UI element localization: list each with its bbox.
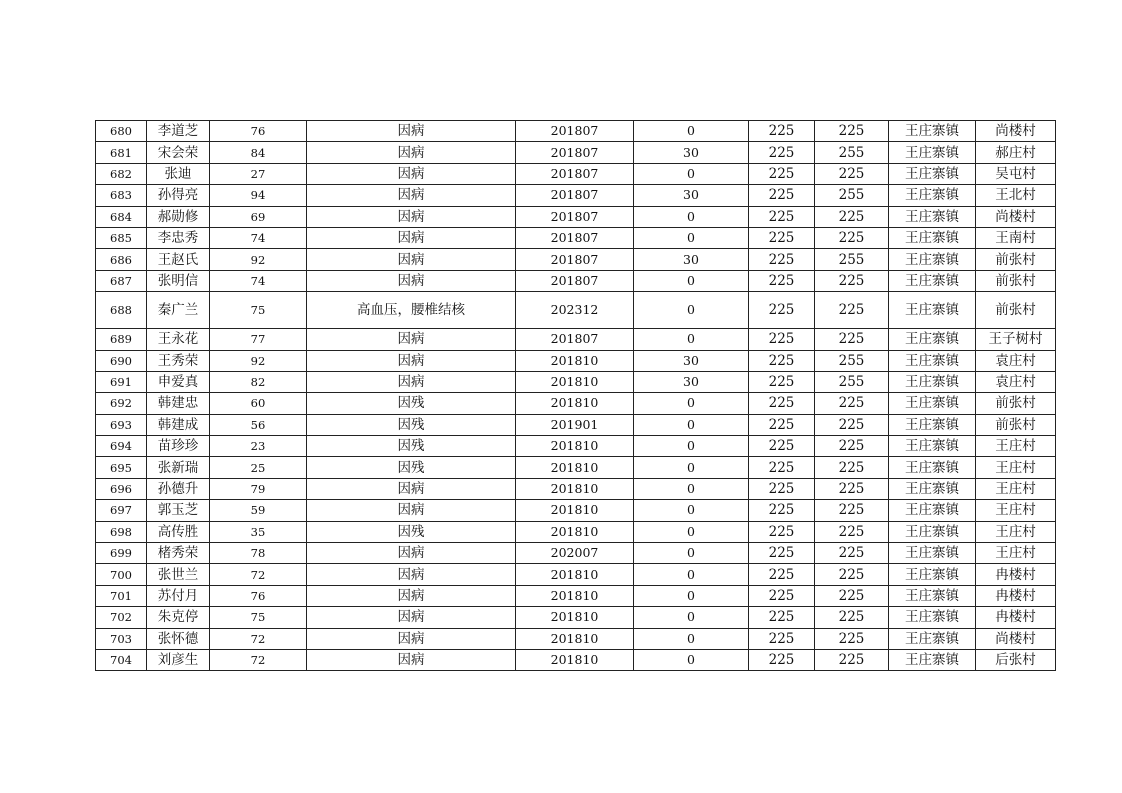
start-date-cell: 201807 bbox=[516, 206, 634, 227]
supplement-amount-cell: 0 bbox=[634, 393, 749, 414]
town-cell: 王庄寨镇 bbox=[889, 270, 976, 291]
name-cell: 张迪 bbox=[147, 163, 210, 184]
base-amount-cell: 225 bbox=[749, 478, 815, 499]
start-date-cell: 201901 bbox=[516, 414, 634, 435]
town-cell: 王庄寨镇 bbox=[889, 500, 976, 521]
total-amount-cell: 225 bbox=[815, 457, 889, 478]
table-row bbox=[96, 521, 1056, 542]
serial-number-cell: 700 bbox=[96, 564, 147, 585]
total-amount-cell: 225 bbox=[815, 121, 889, 142]
reason-cell: 因病 bbox=[307, 478, 516, 499]
name-cell: 郝勋修 bbox=[147, 206, 210, 227]
base-amount-cell: 225 bbox=[749, 436, 815, 457]
start-date-cell: 201810 bbox=[516, 350, 634, 371]
village-cell: 王庄村 bbox=[976, 478, 1056, 499]
serial-number-cell: 689 bbox=[96, 329, 147, 350]
table-row bbox=[96, 628, 1056, 649]
start-date-cell: 201807 bbox=[516, 121, 634, 142]
supplement-amount-cell: 30 bbox=[634, 185, 749, 206]
supplement-amount-cell: 0 bbox=[634, 478, 749, 499]
records-table bbox=[95, 120, 1056, 671]
name-cell: 李道芝 bbox=[147, 121, 210, 142]
town-cell: 王庄寨镇 bbox=[889, 249, 976, 270]
start-date-cell: 201810 bbox=[516, 649, 634, 670]
serial-number-cell: 692 bbox=[96, 393, 147, 414]
total-amount-cell: 225 bbox=[815, 270, 889, 291]
reason-cell: 因病 bbox=[307, 350, 516, 371]
table-row bbox=[96, 329, 1056, 350]
table-row bbox=[96, 142, 1056, 163]
table-row bbox=[96, 607, 1056, 628]
serial-number-cell: 687 bbox=[96, 270, 147, 291]
base-amount-cell: 225 bbox=[749, 649, 815, 670]
village-cell: 王南村 bbox=[976, 227, 1056, 248]
start-date-cell: 201810 bbox=[516, 521, 634, 542]
start-date-cell: 201807 bbox=[516, 163, 634, 184]
name-cell: 秦广兰 bbox=[147, 292, 210, 329]
serial-number-cell: 701 bbox=[96, 585, 147, 606]
total-amount-cell: 225 bbox=[815, 543, 889, 564]
total-amount-cell: 225 bbox=[815, 414, 889, 435]
serial-number-cell: 693 bbox=[96, 414, 147, 435]
base-amount-cell: 225 bbox=[749, 543, 815, 564]
town-cell: 王庄寨镇 bbox=[889, 206, 976, 227]
total-amount-cell: 225 bbox=[815, 206, 889, 227]
village-cell: 袁庄村 bbox=[976, 350, 1056, 371]
total-amount-cell: 255 bbox=[815, 142, 889, 163]
reason-cell: 因病 bbox=[307, 270, 516, 291]
base-amount-cell: 225 bbox=[749, 206, 815, 227]
age-cell: 35 bbox=[210, 521, 307, 542]
base-amount-cell: 225 bbox=[749, 163, 815, 184]
village-cell: 尚楼村 bbox=[976, 121, 1056, 142]
reason-cell: 因病 bbox=[307, 543, 516, 564]
name-cell: 张怀德 bbox=[147, 628, 210, 649]
reason-cell: 因病 bbox=[307, 185, 516, 206]
table-row bbox=[96, 371, 1056, 392]
age-cell: 77 bbox=[210, 329, 307, 350]
reason-cell: 因病 bbox=[307, 607, 516, 628]
town-cell: 王庄寨镇 bbox=[889, 163, 976, 184]
supplement-amount-cell: 0 bbox=[634, 500, 749, 521]
records-table-body bbox=[96, 121, 1056, 671]
total-amount-cell: 255 bbox=[815, 350, 889, 371]
town-cell: 王庄寨镇 bbox=[889, 585, 976, 606]
supplement-amount-cell: 0 bbox=[634, 270, 749, 291]
name-cell: 韩建忠 bbox=[147, 393, 210, 414]
base-amount-cell: 225 bbox=[749, 457, 815, 478]
town-cell: 王庄寨镇 bbox=[889, 185, 976, 206]
age-cell: 82 bbox=[210, 371, 307, 392]
total-amount-cell: 225 bbox=[815, 329, 889, 350]
town-cell: 王庄寨镇 bbox=[889, 457, 976, 478]
village-cell: 王庄村 bbox=[976, 457, 1056, 478]
start-date-cell: 201807 bbox=[516, 329, 634, 350]
base-amount-cell: 225 bbox=[749, 227, 815, 248]
table-row bbox=[96, 564, 1056, 585]
village-cell: 王子树村 bbox=[976, 329, 1056, 350]
table-row bbox=[96, 292, 1056, 329]
village-cell: 冉楼村 bbox=[976, 607, 1056, 628]
name-cell: 张世兰 bbox=[147, 564, 210, 585]
serial-number-cell: 704 bbox=[96, 649, 147, 670]
table-row bbox=[96, 227, 1056, 248]
name-cell: 高传胜 bbox=[147, 521, 210, 542]
start-date-cell: 201810 bbox=[516, 436, 634, 457]
age-cell: 27 bbox=[210, 163, 307, 184]
town-cell: 王庄寨镇 bbox=[889, 292, 976, 329]
supplement-amount-cell: 0 bbox=[634, 543, 749, 564]
base-amount-cell: 225 bbox=[749, 585, 815, 606]
age-cell: 94 bbox=[210, 185, 307, 206]
town-cell: 王庄寨镇 bbox=[889, 649, 976, 670]
name-cell: 王永花 bbox=[147, 329, 210, 350]
base-amount-cell: 225 bbox=[749, 270, 815, 291]
supplement-amount-cell: 0 bbox=[634, 628, 749, 649]
town-cell: 王庄寨镇 bbox=[889, 142, 976, 163]
village-cell: 郝庄村 bbox=[976, 142, 1056, 163]
supplement-amount-cell: 0 bbox=[634, 585, 749, 606]
village-cell: 冉楼村 bbox=[976, 564, 1056, 585]
table-row bbox=[96, 185, 1056, 206]
base-amount-cell: 225 bbox=[749, 329, 815, 350]
name-cell: 韩建成 bbox=[147, 414, 210, 435]
name-cell: 孙德升 bbox=[147, 478, 210, 499]
table-row bbox=[96, 249, 1056, 270]
start-date-cell: 201810 bbox=[516, 628, 634, 649]
age-cell: 75 bbox=[210, 292, 307, 329]
total-amount-cell: 225 bbox=[815, 585, 889, 606]
town-cell: 王庄寨镇 bbox=[889, 350, 976, 371]
name-cell: 王秀荣 bbox=[147, 350, 210, 371]
table-row bbox=[96, 585, 1056, 606]
reason-cell: 因残 bbox=[307, 436, 516, 457]
reason-cell: 因病 bbox=[307, 585, 516, 606]
village-cell: 王庄村 bbox=[976, 500, 1056, 521]
serial-number-cell: 681 bbox=[96, 142, 147, 163]
total-amount-cell: 225 bbox=[815, 292, 889, 329]
village-cell: 尚楼村 bbox=[976, 206, 1056, 227]
base-amount-cell: 225 bbox=[749, 292, 815, 329]
supplement-amount-cell: 30 bbox=[634, 350, 749, 371]
age-cell: 23 bbox=[210, 436, 307, 457]
name-cell: 张新瑞 bbox=[147, 457, 210, 478]
start-date-cell: 201810 bbox=[516, 457, 634, 478]
village-cell: 前张村 bbox=[976, 292, 1056, 329]
name-cell: 李忠秀 bbox=[147, 227, 210, 248]
total-amount-cell: 225 bbox=[815, 564, 889, 585]
name-cell: 王赵氏 bbox=[147, 249, 210, 270]
start-date-cell: 201807 bbox=[516, 227, 634, 248]
reason-cell: 因残 bbox=[307, 393, 516, 414]
name-cell: 苗珍珍 bbox=[147, 436, 210, 457]
village-cell: 吴屯村 bbox=[976, 163, 1056, 184]
age-cell: 75 bbox=[210, 607, 307, 628]
base-amount-cell: 225 bbox=[749, 121, 815, 142]
reason-cell: 因病 bbox=[307, 371, 516, 392]
base-amount-cell: 225 bbox=[749, 350, 815, 371]
town-cell: 王庄寨镇 bbox=[889, 564, 976, 585]
supplement-amount-cell: 0 bbox=[634, 457, 749, 478]
total-amount-cell: 225 bbox=[815, 436, 889, 457]
document-page bbox=[95, 120, 1055, 671]
start-date-cell: 201810 bbox=[516, 371, 634, 392]
start-date-cell: 201807 bbox=[516, 249, 634, 270]
town-cell: 王庄寨镇 bbox=[889, 478, 976, 499]
age-cell: 79 bbox=[210, 478, 307, 499]
reason-cell: 因病 bbox=[307, 206, 516, 227]
serial-number-cell: 698 bbox=[96, 521, 147, 542]
reason-cell: 高血压，腰椎结核 bbox=[307, 292, 516, 329]
age-cell: 60 bbox=[210, 393, 307, 414]
reason-cell: 因病 bbox=[307, 329, 516, 350]
village-cell: 后张村 bbox=[976, 649, 1056, 670]
reason-cell: 因病 bbox=[307, 649, 516, 670]
village-cell: 冉楼村 bbox=[976, 585, 1056, 606]
table-row bbox=[96, 206, 1056, 227]
base-amount-cell: 225 bbox=[749, 142, 815, 163]
serial-number-cell: 691 bbox=[96, 371, 147, 392]
reason-cell: 因残 bbox=[307, 521, 516, 542]
start-date-cell: 201810 bbox=[516, 564, 634, 585]
serial-number-cell: 694 bbox=[96, 436, 147, 457]
reason-cell: 因残 bbox=[307, 457, 516, 478]
base-amount-cell: 225 bbox=[749, 564, 815, 585]
reason-cell: 因病 bbox=[307, 142, 516, 163]
reason-cell: 因残 bbox=[307, 414, 516, 435]
reason-cell: 因病 bbox=[307, 628, 516, 649]
supplement-amount-cell: 0 bbox=[634, 121, 749, 142]
table-row bbox=[96, 270, 1056, 291]
total-amount-cell: 225 bbox=[815, 478, 889, 499]
base-amount-cell: 225 bbox=[749, 185, 815, 206]
age-cell: 74 bbox=[210, 227, 307, 248]
village-cell: 前张村 bbox=[976, 270, 1056, 291]
age-cell: 74 bbox=[210, 270, 307, 291]
table-row bbox=[96, 414, 1056, 435]
total-amount-cell: 255 bbox=[815, 185, 889, 206]
age-cell: 76 bbox=[210, 121, 307, 142]
total-amount-cell: 225 bbox=[815, 500, 889, 521]
town-cell: 王庄寨镇 bbox=[889, 607, 976, 628]
start-date-cell: 201810 bbox=[516, 393, 634, 414]
age-cell: 72 bbox=[210, 564, 307, 585]
start-date-cell: 201807 bbox=[516, 270, 634, 291]
supplement-amount-cell: 0 bbox=[634, 292, 749, 329]
name-cell: 楮秀荣 bbox=[147, 543, 210, 564]
start-date-cell: 201807 bbox=[516, 142, 634, 163]
serial-number-cell: 686 bbox=[96, 249, 147, 270]
base-amount-cell: 225 bbox=[749, 628, 815, 649]
table-row bbox=[96, 457, 1056, 478]
supplement-amount-cell: 0 bbox=[634, 607, 749, 628]
reason-cell: 因病 bbox=[307, 121, 516, 142]
table-row bbox=[96, 436, 1056, 457]
base-amount-cell: 225 bbox=[749, 393, 815, 414]
reason-cell: 因病 bbox=[307, 227, 516, 248]
name-cell: 朱克停 bbox=[147, 607, 210, 628]
total-amount-cell: 225 bbox=[815, 163, 889, 184]
supplement-amount-cell: 0 bbox=[634, 521, 749, 542]
start-date-cell: 202007 bbox=[516, 543, 634, 564]
serial-number-cell: 682 bbox=[96, 163, 147, 184]
supplement-amount-cell: 0 bbox=[634, 227, 749, 248]
base-amount-cell: 225 bbox=[749, 521, 815, 542]
serial-number-cell: 703 bbox=[96, 628, 147, 649]
base-amount-cell: 225 bbox=[749, 414, 815, 435]
town-cell: 王庄寨镇 bbox=[889, 521, 976, 542]
village-cell: 前张村 bbox=[976, 393, 1056, 414]
reason-cell: 因病 bbox=[307, 500, 516, 521]
town-cell: 王庄寨镇 bbox=[889, 414, 976, 435]
town-cell: 王庄寨镇 bbox=[889, 628, 976, 649]
town-cell: 王庄寨镇 bbox=[889, 436, 976, 457]
supplement-amount-cell: 0 bbox=[634, 649, 749, 670]
village-cell: 王北村 bbox=[976, 185, 1056, 206]
serial-number-cell: 683 bbox=[96, 185, 147, 206]
age-cell: 72 bbox=[210, 628, 307, 649]
reason-cell: 因病 bbox=[307, 163, 516, 184]
table-row bbox=[96, 350, 1056, 371]
serial-number-cell: 702 bbox=[96, 607, 147, 628]
name-cell: 宋会荣 bbox=[147, 142, 210, 163]
age-cell: 25 bbox=[210, 457, 307, 478]
town-cell: 王庄寨镇 bbox=[889, 371, 976, 392]
name-cell: 孙得亮 bbox=[147, 185, 210, 206]
serial-number-cell: 684 bbox=[96, 206, 147, 227]
serial-number-cell: 680 bbox=[96, 121, 147, 142]
start-date-cell: 202312 bbox=[516, 292, 634, 329]
name-cell: 申爱真 bbox=[147, 371, 210, 392]
village-cell: 前张村 bbox=[976, 414, 1056, 435]
total-amount-cell: 225 bbox=[815, 521, 889, 542]
total-amount-cell: 225 bbox=[815, 649, 889, 670]
name-cell: 苏付月 bbox=[147, 585, 210, 606]
supplement-amount-cell: 0 bbox=[634, 329, 749, 350]
serial-number-cell: 688 bbox=[96, 292, 147, 329]
age-cell: 72 bbox=[210, 649, 307, 670]
table-row bbox=[96, 478, 1056, 499]
serial-number-cell: 699 bbox=[96, 543, 147, 564]
table-row bbox=[96, 121, 1056, 142]
start-date-cell: 201810 bbox=[516, 478, 634, 499]
age-cell: 56 bbox=[210, 414, 307, 435]
table-row bbox=[96, 393, 1056, 414]
start-date-cell: 201810 bbox=[516, 500, 634, 521]
town-cell: 王庄寨镇 bbox=[889, 227, 976, 248]
town-cell: 王庄寨镇 bbox=[889, 329, 976, 350]
age-cell: 78 bbox=[210, 543, 307, 564]
base-amount-cell: 225 bbox=[749, 607, 815, 628]
village-cell: 王庄村 bbox=[976, 543, 1056, 564]
name-cell: 张明信 bbox=[147, 270, 210, 291]
village-cell: 前张村 bbox=[976, 249, 1056, 270]
supplement-amount-cell: 30 bbox=[634, 249, 749, 270]
village-cell: 王庄村 bbox=[976, 521, 1056, 542]
table-row bbox=[96, 649, 1056, 670]
town-cell: 王庄寨镇 bbox=[889, 543, 976, 564]
town-cell: 王庄寨镇 bbox=[889, 393, 976, 414]
serial-number-cell: 697 bbox=[96, 500, 147, 521]
supplement-amount-cell: 30 bbox=[634, 371, 749, 392]
age-cell: 69 bbox=[210, 206, 307, 227]
reason-cell: 因病 bbox=[307, 564, 516, 585]
age-cell: 84 bbox=[210, 142, 307, 163]
age-cell: 59 bbox=[210, 500, 307, 521]
table-row bbox=[96, 500, 1056, 521]
serial-number-cell: 696 bbox=[96, 478, 147, 499]
start-date-cell: 201807 bbox=[516, 185, 634, 206]
age-cell: 76 bbox=[210, 585, 307, 606]
village-cell: 袁庄村 bbox=[976, 371, 1056, 392]
base-amount-cell: 225 bbox=[749, 500, 815, 521]
supplement-amount-cell: 0 bbox=[634, 564, 749, 585]
town-cell: 王庄寨镇 bbox=[889, 121, 976, 142]
serial-number-cell: 695 bbox=[96, 457, 147, 478]
village-cell: 王庄村 bbox=[976, 436, 1056, 457]
table-row bbox=[96, 163, 1056, 184]
base-amount-cell: 225 bbox=[749, 249, 815, 270]
supplement-amount-cell: 30 bbox=[634, 142, 749, 163]
base-amount-cell: 225 bbox=[749, 371, 815, 392]
name-cell: 刘彦生 bbox=[147, 649, 210, 670]
total-amount-cell: 225 bbox=[815, 628, 889, 649]
total-amount-cell: 225 bbox=[815, 227, 889, 248]
reason-cell: 因病 bbox=[307, 249, 516, 270]
age-cell: 92 bbox=[210, 249, 307, 270]
supplement-amount-cell: 0 bbox=[634, 414, 749, 435]
age-cell: 92 bbox=[210, 350, 307, 371]
start-date-cell: 201810 bbox=[516, 585, 634, 606]
total-amount-cell: 225 bbox=[815, 607, 889, 628]
table-row bbox=[96, 543, 1056, 564]
supplement-amount-cell: 0 bbox=[634, 206, 749, 227]
serial-number-cell: 685 bbox=[96, 227, 147, 248]
total-amount-cell: 225 bbox=[815, 393, 889, 414]
start-date-cell: 201810 bbox=[516, 607, 634, 628]
name-cell: 郭玉芝 bbox=[147, 500, 210, 521]
serial-number-cell: 690 bbox=[96, 350, 147, 371]
supplement-amount-cell: 0 bbox=[634, 163, 749, 184]
total-amount-cell: 255 bbox=[815, 371, 889, 392]
total-amount-cell: 255 bbox=[815, 249, 889, 270]
village-cell: 尚楼村 bbox=[976, 628, 1056, 649]
supplement-amount-cell: 0 bbox=[634, 436, 749, 457]
